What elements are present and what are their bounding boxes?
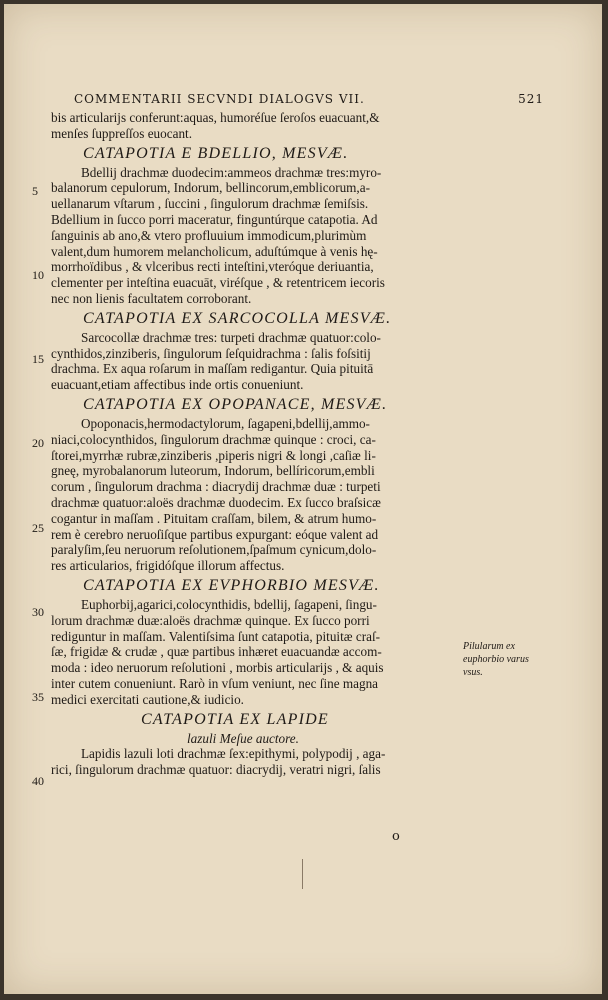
text-line: uellanarum vſtarum , ſuccini , ſingulorum drachmæ ſemiſsis. — [51, 196, 369, 212]
line-number: 30 — [32, 605, 44, 619]
text-line: drachma. Ex aqua roſarum in maſſam redigantur. Quia pituitā — [51, 361, 374, 377]
text-line: Opoponacis,hermodactylorum, ſagapeni,bdellij,ammo- — [81, 415, 370, 431]
running-header — [74, 92, 544, 106]
text-line: Euphorbij,agarici,colocynthidis, bdellij, ſagapeni, ſingu- — [81, 596, 377, 612]
text-line: cogantur in maſſam . Pituitam craſſam, bilem, & atrum humo- — [51, 510, 377, 526]
text-line: Sarcocollæ drachmæ tres: turpeti drachmæ quatuor:colo- — [81, 329, 381, 345]
section-heading: CATAPOTIA E BDELLIO, MESVÆ. — [83, 144, 349, 162]
text-line: euacuant,etiam affectibus inde ortis conueniunt. — [51, 377, 304, 393]
section-heading: CATAPOTIA EX EVPHORBIO MESVÆ. — [83, 576, 380, 594]
text-line: valent,dum humorem melancholicum, aduſtúmque à venis hę- — [51, 243, 378, 259]
line-number: 35 — [32, 690, 44, 704]
text-line: menſes ſuppreſſos euocant. — [51, 125, 192, 141]
text-line: morrhoïdibus , & vlceribus recti inteſtini,vteróque deriuantia, — [51, 259, 374, 275]
margin-note-line: Pilularum ex — [463, 641, 515, 652]
text-line: bis articularijs conferunt:aquas, humoréſue ſeroſos euacuant,& — [51, 110, 380, 125]
text-line: ſtorei,myrrhæ rubræ,zinziberis ,piperis nigri & longi ,caſiæ li- — [51, 447, 376, 463]
gutter-rule — [302, 859, 303, 889]
margin-note-line: vsus. — [463, 667, 483, 678]
text-line: drachmæ quatuor:aloës drachmæ duodecim. Ex ſucco braſsicæ — [51, 494, 381, 510]
text-line: gneę, myrobalanorum luteorum, Indorum, bellíricorum,embli — [51, 463, 375, 479]
text-line: corum , ſingulorum drachma : diacrydij drachmæ duæ : turpeti — [51, 479, 381, 495]
text-line: balanorum cepulorum, Indorum, bellincorum,emblicorum,a- — [51, 180, 370, 196]
body-text — [51, 110, 447, 778]
text-line: rem è cerebro neruoſiſque partibus expurgant: eóque valent ad — [51, 526, 379, 542]
text-line: medici exercitati cautione,& iudicio. — [51, 691, 244, 707]
line-number: 40 — [32, 774, 44, 788]
text-line: rici, ſingulorum drachmæ quatuor: diacrydij, veratri nigri, ſalis — [51, 762, 381, 778]
text-line: ſanguinis ab ano,& vtero profluuium immodicum,plurimùm — [51, 227, 367, 243]
text-line: nec non lienis facultatem corroborant. — [51, 290, 252, 306]
text-line: clementer per inteſtina euacuāt, viréſque , & retentricem iecoris — [51, 275, 385, 291]
text-line: cynthidos,zinziberis, ſingulorum ſeſquidrachma : ſalis foſsitij — [51, 345, 371, 361]
running-title: COMMENTARII SECVNDI DIALOGVS VII. — [74, 92, 365, 106]
signature-mark: o — [392, 829, 400, 844]
line-number: 5 — [32, 184, 38, 198]
text-line: rediguntur in maſſam. Valentiſsima ſunt catapotia, pituitæ craſ- — [51, 628, 380, 644]
section-heading: CATAPOTIA EX SARCOCOLLA MESVÆ. — [83, 309, 392, 327]
text-line: Bdellij drachmæ duodecim:ammeos drachmæ tres:myro- — [81, 164, 382, 180]
text-line: niaci,colocynthidos, ſingulorum drachmæ quinque : croci, ca- — [51, 431, 376, 447]
line-number: 15 — [32, 352, 44, 366]
text-line: res articularios, frigidóſque illorum affectus. — [51, 558, 285, 574]
line-number: 10 — [32, 268, 44, 282]
book-page — [4, 4, 602, 994]
section-heading: CATAPOTIA EX OPOPANACE, MESVÆ. — [83, 395, 388, 413]
text-line: lorum drachmæ duæ:aloës drachmæ quinque. Ex ſucco porri — [51, 612, 370, 628]
text-line: paralyſim,ſeu neruorum reſolutionem,ſpaſmum cynicum,dolo- — [51, 542, 377, 558]
line-number: 25 — [32, 521, 44, 535]
page-number: 521 — [518, 92, 544, 106]
text-line: inter cutem conueniunt. Rarò in vſum veniunt, nec ſine magna — [51, 675, 379, 691]
text-line: ſæ, frigidæ & crudæ , quæ partibus inhæret euacuandæ accom- — [51, 644, 382, 660]
section-heading: CATAPOTIA EX LAPIDE — [141, 710, 329, 728]
margin-note — [463, 640, 539, 679]
margin-note-line: euphorbio varus — [463, 654, 529, 665]
section-subtitle: lazuli Meſue auctore. — [187, 730, 299, 746]
text-line: Lapidis lazuli loti drachmæ ſex:epithymi, polypodij , aga- — [81, 746, 386, 762]
text-line: moda : ideo neruorum reſolutioni , morbis articularijs , & aquis — [51, 660, 384, 676]
text-line: Bdellium in ſucco porri maceratur, finguntúrque catapotia. Ad — [51, 211, 378, 227]
line-number: 20 — [32, 436, 44, 450]
